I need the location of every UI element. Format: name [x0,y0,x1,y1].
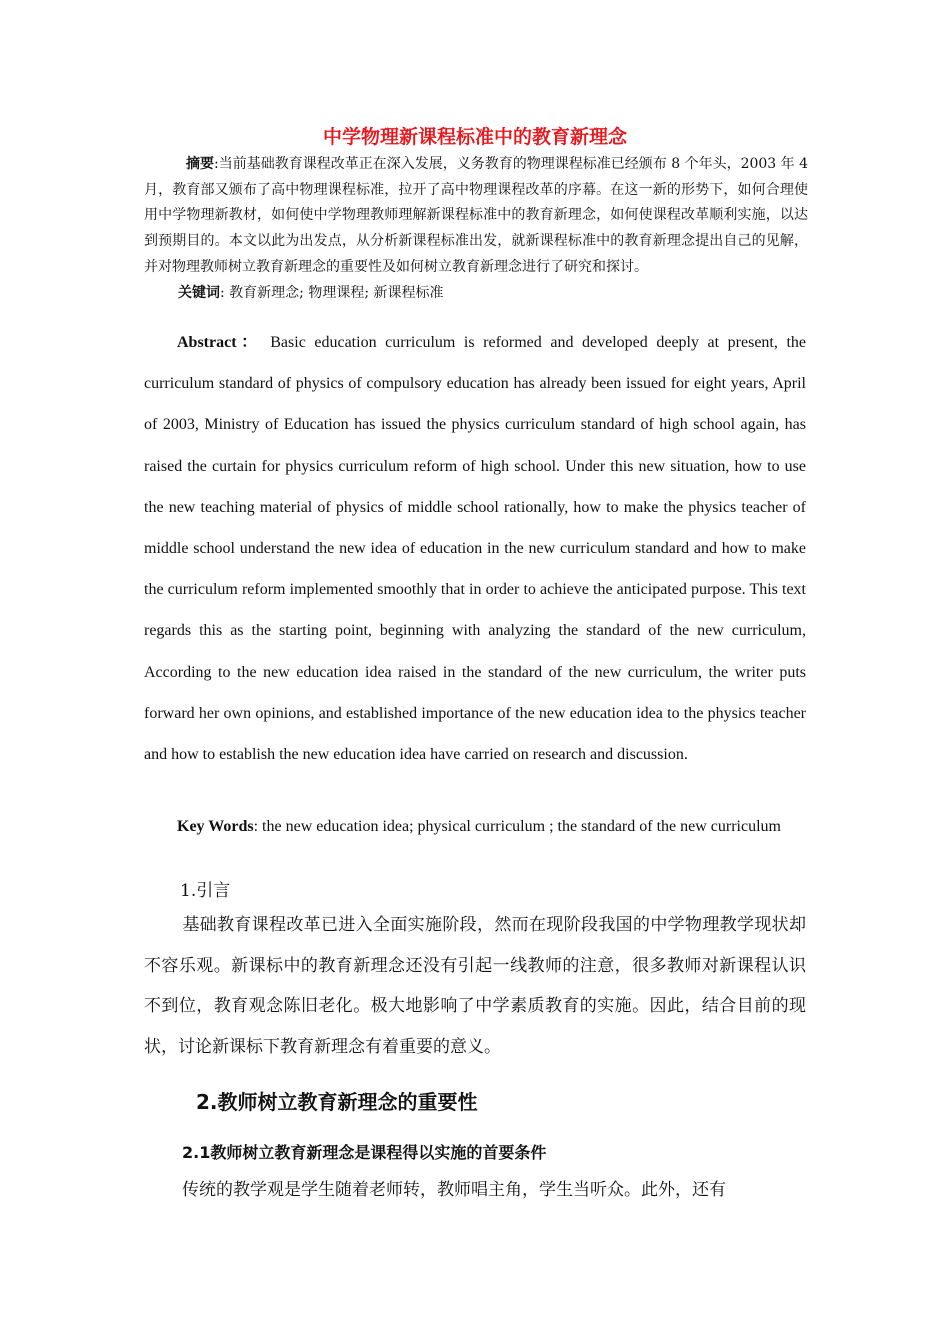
chinese-keywords-text: : 教育新理念; 物理课程; 新课程标准 [220,284,444,301]
english-abstract-text: Basic education curriculum is reformed and developed deeply at present, the curriculum standard of physics of compulsory education has already been issued for eight years, April of 2003, Ministry of Education has issued the physics curriculum standard of high school again, has raised the curtain for physics curriculum reform of high school. Under this new situation, how to use the new teaching material of physics of middle school rationally, how to make the physics teacher of middle school understand the new idea of education in the new curriculum standard and how to make the curriculum reform implemented smoothly that in order to achieve the anticipated purpose. This text regards this as the starting point, beginning with analyzing the standard of the new curriculum, According to the new education idea raised in the standard of the new curriculum, the writer puts forward her own opinions, and established importance of the new education idea to the physics teacher and how to establish the new education idea have carried on research and discussion. [144,334,806,764]
english-keywords-label: Key Words [177,818,254,835]
chinese-abstract-label: 摘要 [186,156,215,172]
english-keywords-text: : the new education idea; physical curriculum ; the standard of the new curriculum [253,818,781,835]
section-2-1-text: 传统的教学观是学生随着老师转，教师唱主角，学生当听众。此外，还有 [182,1180,726,1200]
chinese-abstract [144,152,808,306]
section-2-heading: 2.教师树立教育新理念的重要性 [196,1090,478,1114]
chinese-abstract-text: 当前基础教育课程改革正在深入发展，义务教育的物理课程标准已经颁布 8 个年头，2003 年 4 月，教育部又颁布了高中物理课程标准，拉开了高中物理课程改革的序幕。在这一新的形势下，如何合理使用中学物理新教材，如何使中学物理教师理解新课程标准中的教育新理念，如何使课程改革顺利实施，以达到预期目的。本文以此为出发点，从分析新课程标准出发，就新课程标准中的教育新理念提出自己的见解，并对物理教师树立教育新理念的重要性及如何树立教育新理念进行了研究和探讨。 [144,156,809,275]
section-2-1-paragraph [144,1170,806,1211]
chinese-abstract-colon: : [214,156,219,172]
section-1-paragraph [144,905,806,1067]
english-keywords [144,815,806,839]
section-2-1-heading: 2.1教师树立教育新理念是课程得以实施的首要条件 [182,1143,547,1162]
section-1-heading: 1.引言 [180,881,231,901]
section-1-text: 基础教育课程改革已进入全面实施阶段，然而在现阶段我国的中学物理教学现状却不容乐观。新课标中的教育新理念还没有引起一线教师的注意，很多教师对新课程认识不到位，教育观念陈旧老化。极大地影响了中学素质教育的实施。因此，结合目前的现状，讨论新课标下教育新理念有着重要的意义。 [144,915,806,1057]
chinese-keywords [144,281,808,307]
english-abstract [144,322,806,775]
english-abstract-label: Abstract： [177,334,262,351]
chinese-keywords-label: 关键词 [178,284,220,301]
paper-title: 中学物理新课程标准中的教育新理念 [322,126,627,148]
